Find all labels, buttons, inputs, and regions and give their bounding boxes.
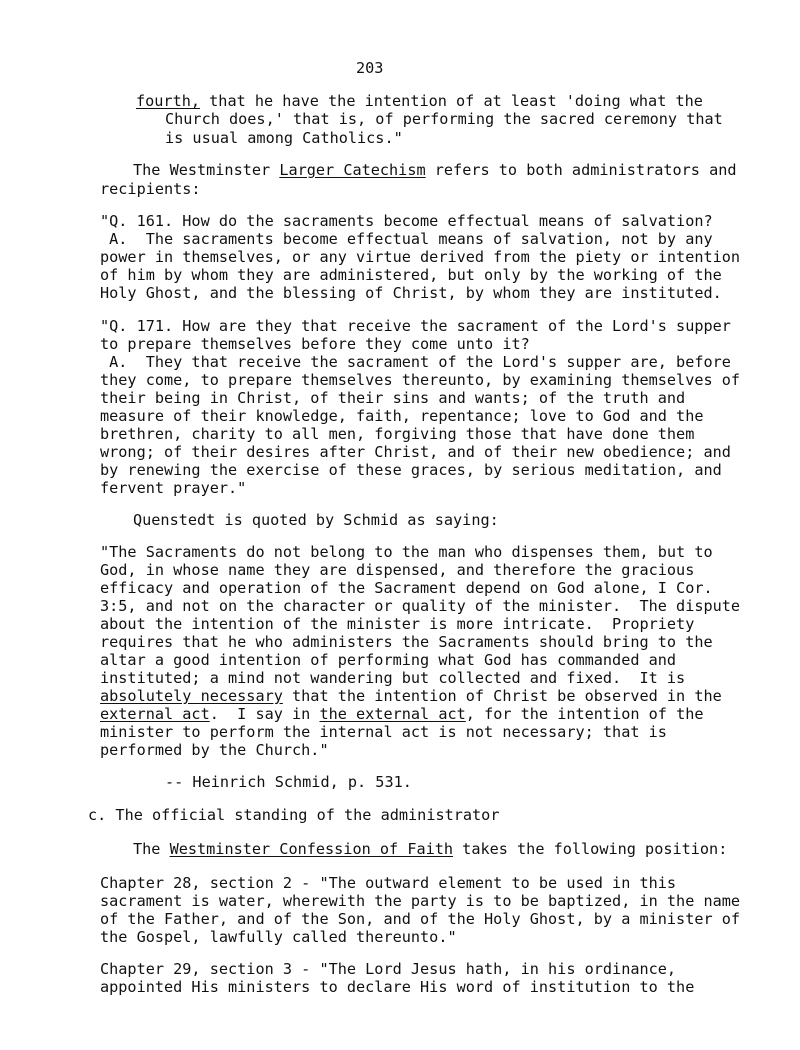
q161-line-2: A. The sacraments become effectual means of salvation, not by any [100,230,713,248]
continuation-line-1 [136,92,703,111]
chapter28-line-3: of the Father, and of the Son, and of the Holy Ghost, by a minister of [100,910,741,928]
q171-line-5: their being in Christ, of their sins and wants; of the truth and [100,389,686,407]
schmid-quote-line-9 [100,687,722,706]
continuation-line-3: is usual among Catholics." [165,129,403,147]
q161-line-5: Holy Ghost, and the blessing of Christ, by whom they are instituted. [100,284,722,302]
q161-line-3: power in themselves, or any virtue derived from the piety or intention [100,248,741,266]
q161-line-4: of him by whom they are administered, but only by the working of the [100,266,722,284]
schmid-quote-line-11: minister to perform the internal act is not necessary; that is [100,723,667,741]
underlined-the-external-act: the external act [319,705,466,723]
continuation-line-1-text: that he have the intention of at least 'doing what the [200,92,703,110]
schmid-quote-line-3: efficacy and operation of the Sacrament depend on God alone, I Cor. [100,579,713,597]
quenstedt-intro: Quenstedt is quoted by Schmid as saying: [133,511,499,529]
q171-line-9: by renewing the exercise of these graces, by serious meditation, and [100,461,722,479]
westminster-intro-suffix: refers to both administrators and [425,161,737,179]
westminster-intro-prefix: The Westminster [133,161,280,179]
westminster-confession-title: Westminster Confession of Faith [169,840,454,858]
q161-line-1: "Q. 161. How do the sacraments become effectual means of salvation? [100,212,713,230]
quote-attribution: -- Heinrich Schmid, p. 531. [165,773,412,791]
westminster-intro-line-1 [133,161,737,180]
chapter29-line-2: appointed His ministers to declare His word of institution to the [100,978,695,996]
schmid-quote-line-7: altar a good intention of performing what God has commanded and [100,651,677,669]
chapter28-line-1: Chapter 28, section 2 - "The outward element to be used in this [100,874,677,892]
q171-line-1: "Q. 171. How are they that receive the sacrament of the Lord's supper [100,317,731,335]
westminster-intro-line-2: recipients: [100,180,201,198]
q171-line-10: fervent prayer." [100,479,247,497]
schmid-quote-line-10 [100,705,704,724]
schmid-quote-line-10-mid: . I say in [209,705,320,723]
larger-catechism-title: Larger Catechism [279,161,426,179]
underlined-external-act: external act [100,705,210,723]
chapter29-line-1: Chapter 29, section 3 - "The Lord Jesus hath, in his ordinance, [100,960,677,978]
confession-intro-prefix: The [133,840,170,858]
q171-line-7: brethren, charity to all men, forgiving those that have done them [100,425,695,443]
schmid-quote-line-4: 3:5, and not on the character or quality of the minister. The dispute [100,597,741,615]
schmid-quote-line-5: about the intention of the minister is more intricate. Propriety [100,615,695,633]
section-c-heading: c. The official standing of the administrator [88,806,500,824]
confession-intro-suffix: takes the following position: [453,840,728,858]
q171-line-3: A. They that receive the sacrament of the Lord's supper are, before [100,353,731,371]
schmid-quote-line-10-text: , for the intention of the [465,705,704,723]
chapter28-line-2: sacrament is water, wherewith the party is to be baptized, in the name [100,892,741,910]
underlined-word-fourth: fourth, [136,92,201,110]
schmid-quote-line-6: requires that he who administers the Sacraments should bring to the [100,633,713,651]
q171-line-8: wrong; of their desires after Christ, and of their new obedience; and [100,443,731,461]
schmid-quote-line-2: God, in whose name they are dispensed, and therefore the gracious [100,561,695,579]
schmid-quote-line-12: performed by the Church." [100,741,329,759]
q171-line-4: they come, to prepare themselves thereunto, by examining themselves of [100,371,741,389]
q171-line-2: to prepare themselves before they come unto it? [100,335,530,353]
confession-intro [133,840,727,859]
schmid-quote-line-8: instituted; a mind not wandering but collected and fixed. It is [100,669,686,687]
chapter28-line-4: the Gospel, lawfully called thereunto." [100,928,457,946]
continuation-line-2: Church does,' that is, of performing the sacred ceremony that [165,110,723,128]
schmid-quote-line-1: "The Sacraments do not belong to the man who dispenses them, but to [100,543,713,561]
schmid-quote-line-9-text: that the intention of Christ be observed in the [282,687,722,705]
underlined-absolutely-necessary: absolutely necessary [100,687,283,705]
page-number: 203 [356,59,384,77]
q171-line-6: measure of their knowledge, faith, repentance; love to God and the [100,407,704,425]
